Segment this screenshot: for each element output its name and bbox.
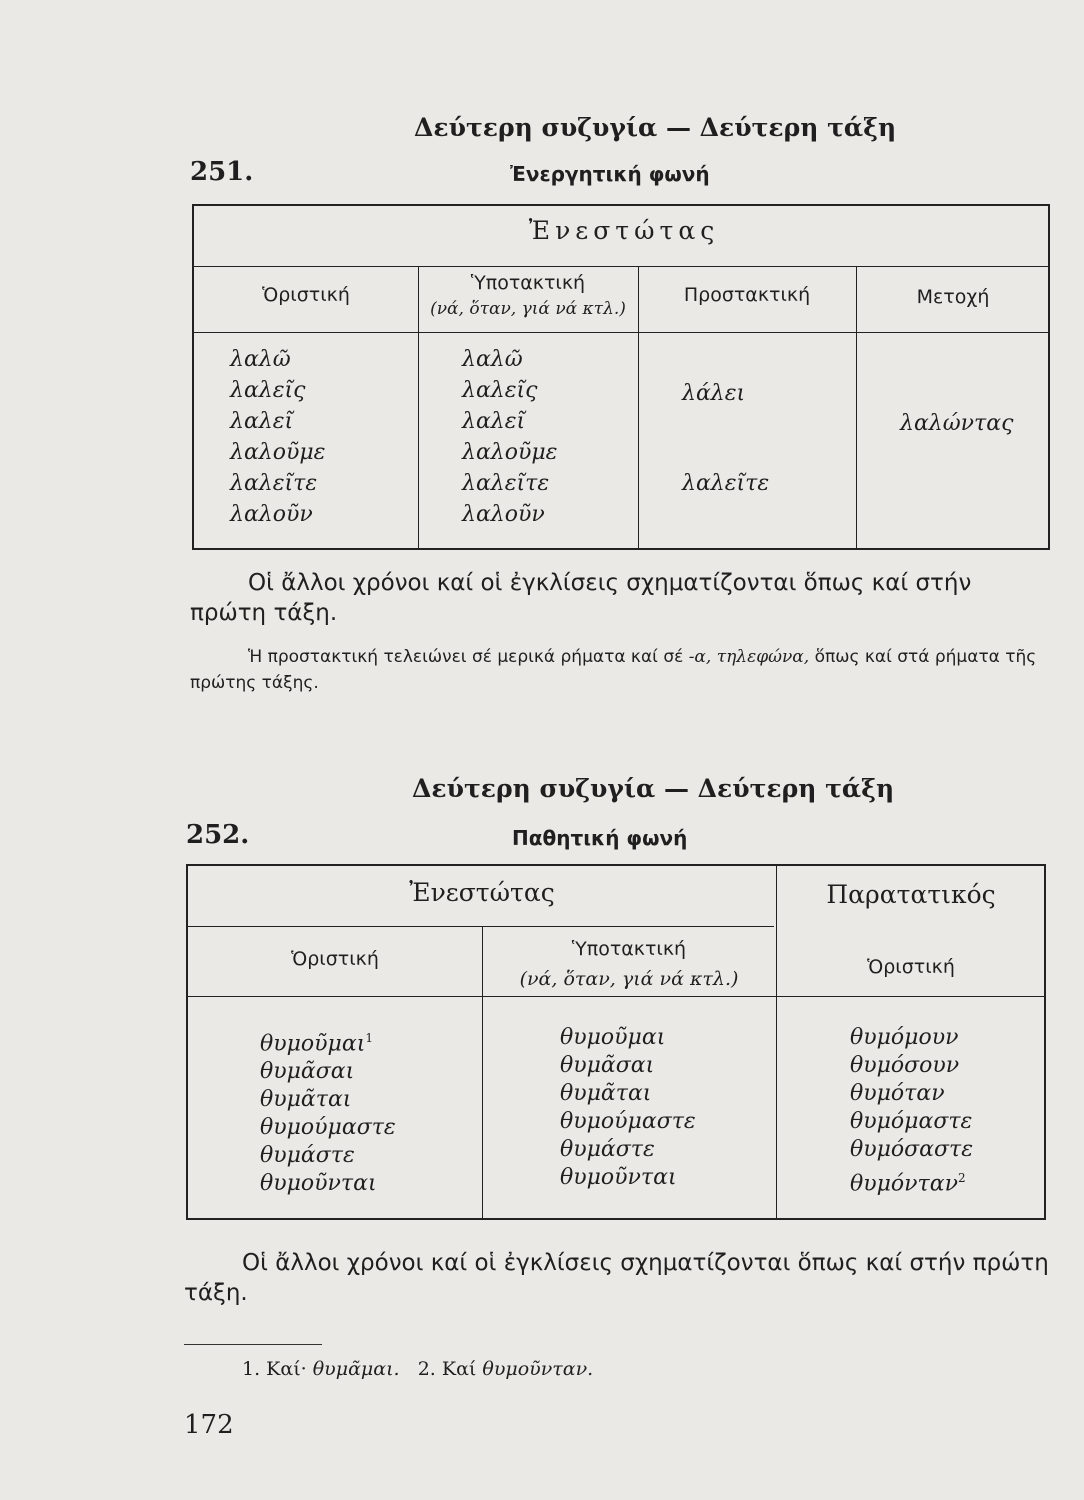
table-title-enestotas: Ἐνεστώτας [528,216,720,245]
footnote-1-label: 1. Καί· [242,1358,307,1380]
verb-form: θυμάστε [560,1137,655,1162]
section-251-number: 251. [190,157,254,187]
section-252-title: Δεύτερη συζυγία — Δεύτερη τάξη [412,774,895,803]
verb-form: θυμᾶσαι [560,1053,655,1078]
section-251-note [190,644,1050,696]
header-paratatikos: Παρατατικός [826,880,996,909]
column-divider [776,866,777,1220]
passive-oristiki-forms-list [260,1024,396,1198]
page-number: 172 [184,1410,234,1440]
section-251-paragraph: Οἱ ἄλλοι χρόνοι καί οἱ ἐγκλίσεις σχηματίζονται ὅπως καί στήν πρώτη τάξη. [190,570,972,626]
verb-form: λαλεῖτε [462,471,550,496]
header-ypotaktiki-note: (νά, ὅταν, γιά νά κτλ.) [430,299,626,319]
verb-form-text: θυμόνταν [850,1171,958,1197]
passive-voice-table [186,864,1046,1220]
verb-form: λαλοῦμε [462,440,558,465]
footnote-rule [184,1344,322,1345]
section-252-subtitle: Παθητική φωνή [512,826,688,850]
header-metochi: Μετοχή [916,286,990,308]
header-enestotas: Ἐνεστώτας [409,878,555,907]
verb-form: λαλοῦμε [230,440,326,465]
passive-ypotaktiki-forms-list [560,1024,696,1192]
verb-form: θυμόμουν [850,1025,959,1050]
verb-form: θυμόμαστε [850,1109,973,1134]
verb-form: λαλοῦν [462,502,545,527]
verb-form: θυμούμαστε [260,1115,396,1141]
ypotaktiki-forms-list [462,344,557,530]
verb-form: λαλεῖ [230,409,294,434]
prostaktiki-form-2: λαλεῖτε [682,471,770,496]
header-ypotaktiki-note: (νά, ὅταν, γιά νά κτλ.) [519,968,739,990]
note-prefix: Ἡ προστακτική τελειώνει σέ μερικά ρήματα καί σέ [248,647,689,667]
verb-form: θυμᾶται [260,1087,352,1113]
column-divider [856,266,857,550]
note-suffix: ὅπως καί στά ρήματα τῆς πρώτης τάξης. [190,647,1037,693]
verb-form: λαλῶ [230,347,291,372]
verb-form: θυμόταν [850,1081,945,1106]
section-251-subtitle: Ἐνεργητική φωνή [510,162,710,186]
footnote-ref-2: 2 [957,1171,966,1185]
header-ypotaktiki-label: Ὑποτακτική [571,938,687,960]
verb-form: θυμᾶται [560,1081,652,1106]
verb-form: λαλεῖ [462,409,526,434]
prostaktiki-form-1: λάλει [682,381,746,406]
verb-form: θυμόσουν [850,1053,960,1078]
table-divider [188,996,1044,997]
footnote-1-word: θυμᾶμαι. [312,1358,400,1380]
footnote-2-label: 2. Καί [417,1358,477,1380]
verb-form: θυμᾶσαι [260,1059,355,1085]
verb-form: λαλεῖς [230,378,306,403]
verb-form: θυμοῦμαι [560,1025,666,1050]
paratatikos-forms-list [850,1024,973,1198]
note-ending: -α, τηλεφώνα, [688,647,810,667]
footnote-2-word: θυμοῦνταν. [482,1358,594,1380]
oristiki-forms-list [230,344,325,530]
active-voice-table [192,204,1050,550]
footnote-ref-1: 1 [365,1031,373,1045]
header-ypotaktiki [482,934,776,994]
header-ypotaktiki-label: Ὑποτακτική [470,272,586,294]
header-ypotaktiki [418,270,638,322]
header-oristiki: Ὁριστική [262,284,350,306]
column-divider [638,266,639,550]
header-oristiki-paratatikos: Ὁριστική [867,956,955,978]
header-oristiki: Ὁριστική [291,948,379,970]
table-divider [194,332,1048,333]
section-252-paragraph: Οἱ ἄλλοι χρόνοι καί οἱ ἐγκλίσεις σχηματίζονται ὅπως καί στήν πρώτη τάξη. [184,1250,1049,1306]
footnotes [242,1358,593,1380]
verb-form: λαλῶ [462,347,523,372]
verb-form: θυμούμαστε [560,1109,696,1134]
metochi-form: λαλώντας [900,411,1014,436]
header-prostaktiki: Προστακτική [683,284,811,306]
verb-form: λαλεῖς [462,378,538,403]
verb-form: θυμόσαστε [850,1137,974,1162]
verb-form: θυμάστε [260,1143,355,1169]
section-251-title: Δεύτερη συζυγία — Δεύτερη τάξη [414,113,897,142]
verb-form-text: θυμοῦμαι [260,1031,366,1057]
verb-form: θυμοῦνται [560,1165,677,1190]
table-divider [188,926,774,927]
verb-form [850,1164,973,1198]
verb-form: λαλεῖτε [230,471,318,496]
section-252-number: 252. [186,820,250,850]
verb-form: θυμοῦνται [260,1171,377,1197]
table-divider [194,266,1048,267]
verb-form: λαλοῦν [230,502,313,527]
verb-form [260,1024,396,1058]
